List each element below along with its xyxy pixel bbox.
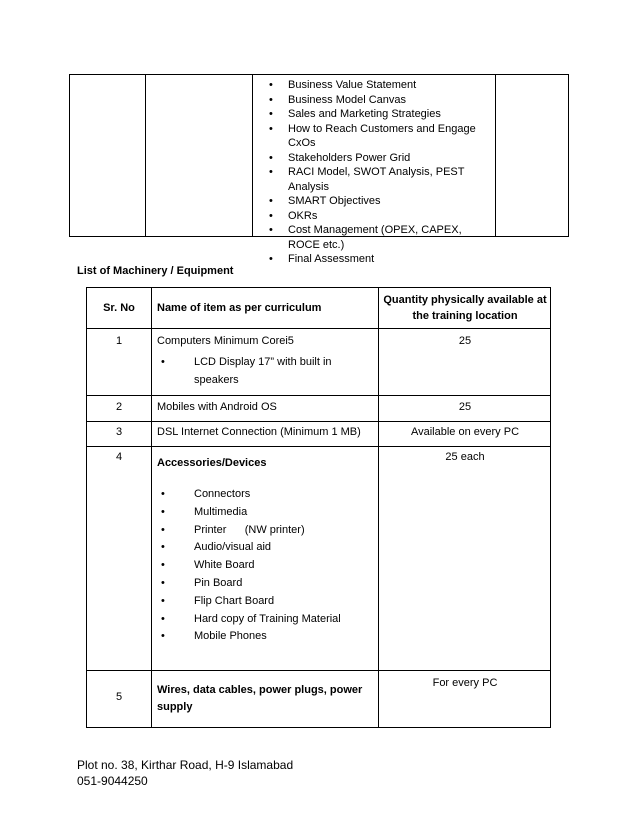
equipment-table (86, 287, 551, 728)
row-sub-bullet-list (157, 354, 377, 390)
table-row-divider (87, 395, 550, 396)
list-item: • OKRs (255, 209, 495, 224)
row-quantity: 25 each (445, 451, 485, 463)
table-column-divider (151, 288, 152, 727)
table-row-divider (87, 446, 550, 447)
row-item-name: Wires, data cables, power plugs, power supply (157, 684, 363, 713)
row-item-name: Computers Minimum Corei5 (157, 335, 294, 347)
row-sr-number: 2 (115, 401, 123, 413)
footer-address: Plot no. 38, Kirthar Road, H-9 Islamabad (77, 758, 294, 772)
row-sub-bullet-list (157, 486, 377, 646)
row-quantity: For every PC (432, 677, 498, 689)
row-quantity: 25 (458, 335, 472, 347)
list-item: • Hard copy of Training Material (157, 611, 377, 629)
table-column-divider (145, 75, 146, 236)
table-column-divider (252, 75, 253, 236)
list-item: • Mobile Phones (157, 628, 377, 646)
list-item: • Cost Management (OPEX, CAPEX, ROCE etc.) (255, 223, 495, 252)
table-row-divider (87, 670, 550, 671)
table-row-divider (87, 328, 550, 329)
list-item: • Audio/visual aid (157, 539, 377, 557)
footer-phone: 051-9044250 (77, 774, 148, 788)
table-row-divider (87, 421, 550, 422)
list-item: • Connectors (157, 486, 377, 504)
list-item: • How to Reach Customers and Engage CxOs (255, 122, 495, 151)
list-item: • White Board (157, 557, 377, 575)
list-item: • RACI Model, SWOT Analysis, PEST Analysis (255, 165, 495, 194)
topic-bullet-list (255, 78, 495, 267)
header-quantity: Quantity physically available at the training location (383, 294, 547, 322)
table-column-divider (378, 288, 379, 727)
row-quantity: 25 (458, 401, 472, 413)
header-item-name: Name of item as per curriculum (157, 302, 322, 314)
list-item: • Stakeholders Power Grid (255, 151, 495, 166)
row-quantity: Available on every PC (410, 426, 520, 438)
curriculum-table-continuation (69, 74, 569, 265)
list-item: • Printer (NW printer) (157, 522, 377, 540)
row-item-name: DSL Internet Connection (Minimum 1 MB) (157, 426, 361, 438)
row-item-name: Accessories/Devices (157, 457, 267, 469)
list-item: • Pin Board (157, 575, 377, 593)
row-sr-number: 4 (115, 451, 123, 463)
table-column-divider (495, 75, 496, 236)
header-sr-no: Sr. No (103, 302, 135, 314)
list-item: • SMART Objectives (255, 194, 495, 209)
list-item: • Flip Chart Board (157, 593, 377, 611)
list-item: • Business Value Statement (255, 78, 495, 93)
row-sr-number: 5 (115, 691, 123, 703)
row-sr-number: 3 (115, 426, 123, 438)
list-item: • Sales and Marketing Strategies (255, 107, 495, 122)
list-item: • Business Model Canvas (255, 93, 495, 108)
list-item: • Final Assessment (255, 252, 495, 267)
list-item: • LCD Display 17” with built in speakers (157, 354, 377, 390)
list-item: • Multimedia (157, 504, 377, 522)
row-item-name: Mobiles with Android OS (157, 401, 277, 413)
page-footer (77, 757, 293, 789)
row-sr-number: 1 (115, 335, 123, 347)
section-title: List of Machinery / Equipment (77, 265, 234, 277)
